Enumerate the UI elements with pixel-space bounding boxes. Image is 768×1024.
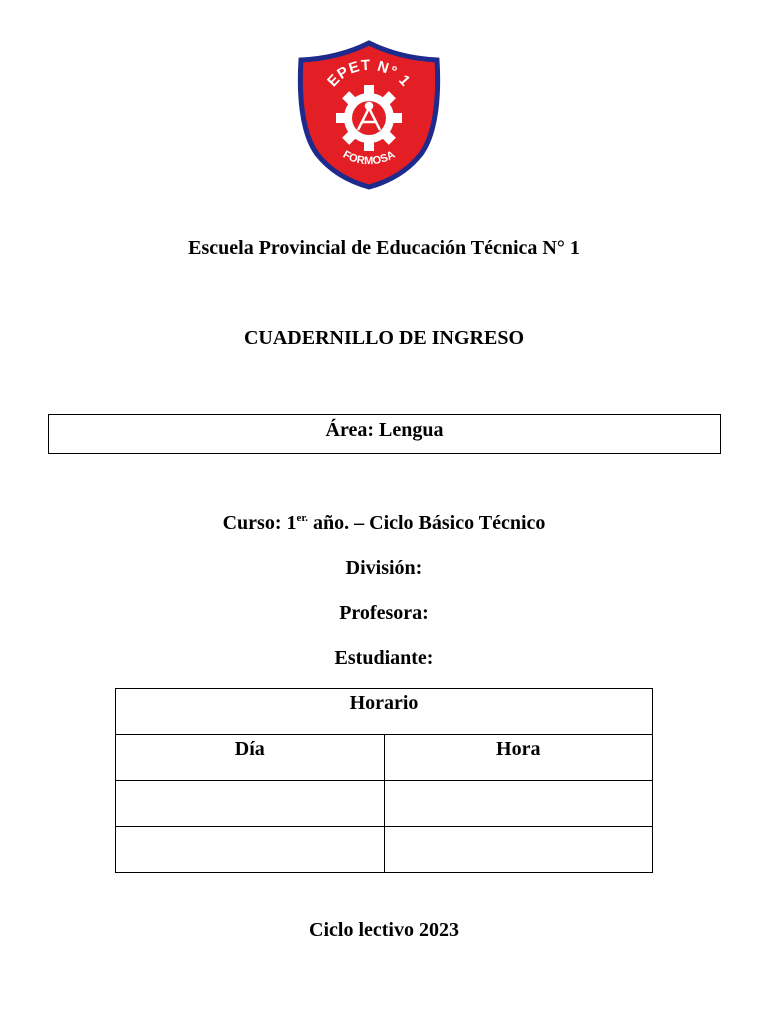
- division-label: División:: [345, 557, 423, 579]
- logo-bottom-text: FORMOSA: [340, 148, 398, 168]
- schedule-table: [115, 688, 653, 873]
- table-cell: [384, 781, 653, 827]
- table-row: [116, 827, 653, 873]
- course-prefix: Curso: 1: [222, 512, 297, 534]
- area-label: Área: Lengua: [325, 419, 444, 441]
- table-cell: [116, 781, 385, 827]
- course-superscript: er.: [296, 512, 308, 524]
- logo-top-text: EPET N° 1: [324, 56, 415, 91]
- schedule-header-row: [116, 735, 653, 781]
- school-logo: [295, 40, 443, 190]
- area-box: [48, 414, 721, 454]
- student-label: Estudiante:: [334, 647, 434, 669]
- school-year: Ciclo lectivo 2023: [309, 919, 459, 941]
- teacher-label: Profesora:: [339, 602, 429, 624]
- table-cell: [384, 827, 653, 873]
- schedule-title: Horario: [116, 689, 653, 735]
- gear-icon: [336, 85, 402, 151]
- column-header-hour: Hora: [384, 735, 653, 781]
- table-row: [116, 781, 653, 827]
- column-header-day: Día: [116, 735, 385, 781]
- school-name: Escuela Provincial de Educación Técnica N° 1: [188, 237, 580, 259]
- table-cell: [116, 827, 385, 873]
- course-line: [0, 511, 768, 535]
- booklet-title: CUADERNILLO DE INGRESO: [243, 327, 525, 349]
- course-suffix: año. – Ciclo Básico Técnico: [308, 512, 546, 534]
- schedule-title-row: [116, 689, 653, 735]
